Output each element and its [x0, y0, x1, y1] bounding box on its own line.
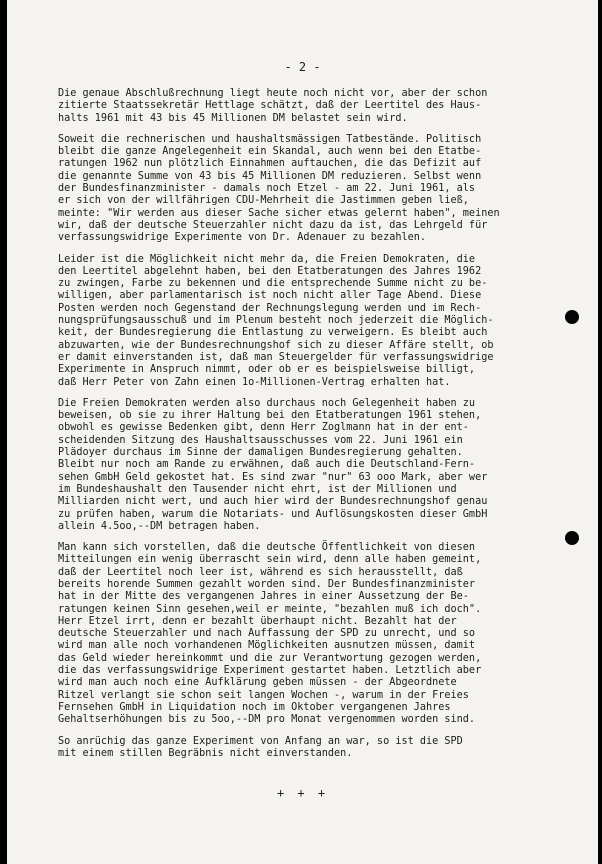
body-text: [58, 88, 564, 769]
text-line: den Leertitel abgelehnt haben, bei den Etatberatungen des Jahres 1962: [58, 265, 482, 277]
text-line: zu zwingen, Farbe zu bekennen und die entsprechende Summe nicht zu be-: [58, 278, 488, 290]
text-line: allein 4.5oo,--DM betragen haben.: [58, 520, 261, 532]
text-line: So anrüchig das ganze Experiment von Anfang an war, so ist die SPD: [58, 735, 463, 747]
text-line: meinte: "Wir werden aus dieser Sache sicher etwas gelernt haben", meinen: [58, 207, 500, 219]
text-line: obwohl es gewisse Bedenken gibt, denn Herr Zoglmann hat in der ent-: [58, 422, 469, 434]
text-line: ratungen 1962 nun plötzlich Einnahmen auftauchen, die das Defizit auf: [58, 158, 482, 170]
text-line: zitierte Staatssekretär Hettlage schätzt, daß der Leertitel des Haus-: [58, 100, 482, 112]
text-line: daß Herr Peter von Zahn einen 1o-Millionen-Vertrag erhalten hat.: [58, 376, 451, 388]
text-line: Ritzel verlangt sie schon seit langen Wochen -, warum in der Freies: [58, 689, 469, 701]
punch-hole: [565, 531, 579, 545]
page-number: - 2 -: [284, 60, 321, 74]
end-mark: + + +: [276, 786, 329, 800]
text-line: nungsprüfungsausschuß und im Plenum besteht noch jederzeit die Möglich-: [58, 315, 494, 327]
document-page: [7, 0, 598, 864]
text-line: bereits horende Summen gezahlt worden sind. Der Bundesfinanzminister: [58, 578, 476, 590]
text-line: er sich von der willfährigen CDU-Mehrheit die Jastimmen geben ließ,: [58, 195, 469, 207]
text-line: Bleibt nur noch am Rande zu erwähnen, daß auch die Deutschland-Fern-: [58, 459, 476, 471]
paragraph: [58, 542, 564, 726]
text-line: Gehaltserhöhungen bis zu 5oo,--DM pro Monat vergenommen worden sind.: [58, 714, 476, 726]
text-line: Soweit die rechnerischen und haushaltsmässigen Tatbestände. Politisch: [58, 133, 482, 145]
paragraph: [58, 398, 564, 533]
text-line: die genannte Summe von 43 bis 45 Millionen DM reduzieren. Selbst wenn: [58, 170, 482, 182]
punch-hole: [565, 310, 579, 324]
text-line: daß der Leertitel noch leer ist, während es sich herausstellt, daß: [58, 566, 463, 578]
text-line: die das verfassungswidrige Experiment gestartet haben. Letztlich aber: [58, 665, 482, 677]
text-line: deutsche Steuerzahler und nach Auffassung der SPD zu unrecht, und so: [58, 628, 476, 640]
text-line: Milliarden nicht wert, und auch hier wird der Bundesrechnungshof genau: [58, 496, 488, 508]
text-line: der Bundesfinanzminister - damals noch Etzel - am 22. Juni 1961, als: [58, 183, 476, 195]
text-line: sehen GmbH Geld gekostet hat. Es sind zwar "nur" 63 ooo Mark, aber wer: [58, 471, 488, 483]
text-line: Herr Etzel irrt, denn er bezahlt überhaupt nicht. Bezahlt hat der: [58, 615, 457, 627]
text-line: zu prüfen haben, warum die Notariats- und Auflösungskosten dieser GmbH: [58, 508, 488, 520]
text-line: Plädoyer durchaus im Sinne der damaligen Bundesregierung gehalten.: [58, 447, 463, 459]
paragraph: [58, 254, 564, 389]
text-line: bleibt die ganze Angelegenheit ein Skandal, auch wenn bei den Etatbe-: [58, 146, 482, 158]
text-line: abzuwarten, wie der Bundesrechnungshof sich zu dieser Affäre stellt, ob: [58, 339, 494, 351]
text-line: Fernsehen GmbH in Liquidation noch im Oktober vergangenen Jahres: [58, 701, 451, 713]
text-line: wird man alle noch vorhandenen Möglichkeiten ausnutzen müssen, damit: [58, 640, 476, 652]
text-line: Mitteilungen ein wenig überrascht sein wird, denn alle haben gemeint,: [58, 554, 482, 566]
text-line: Die genaue Abschlußrechnung liegt heute noch nicht vor, aber der schon: [58, 88, 488, 99]
paragraph: [58, 134, 564, 245]
text-line: scheidenden Sitzung des Haushaltsausschusses vom 22. Juni 1961 ein: [58, 434, 463, 446]
text-line: keit, der Bundesregierung die Entlastung zu verweigern. Es bleibt auch: [58, 327, 488, 339]
paragraph: [58, 736, 564, 761]
text-line: halts 1961 mit 43 bis 45 Millionen DM belastet sein wird.: [58, 112, 408, 124]
text-line: er damit einverstanden ist, daß man Steuergelder für verfassungswidrige: [58, 351, 494, 363]
text-line: Experimente in Anspruch nimmt, oder ob er es beispielsweise billigt,: [58, 364, 476, 376]
text-line: im Bundeshaushalt den Tausender nicht ehrt, ist der Millionen und: [58, 483, 457, 495]
text-line: das Geld wieder hereinkommt und die zur Verantwortung gezogen werden,: [58, 652, 482, 664]
paragraph: [58, 88, 564, 125]
text-line: wird man auch noch eine Aufklärung geben müssen - der Abgeordnete: [58, 677, 457, 689]
text-line: mit einem stillen Begräbnis nicht einverstanden.: [58, 747, 353, 759]
text-line: hat in der Mitte des vergangenen Jahres in einer Aussetzung der Be-: [58, 591, 469, 603]
text-line: Man kann sich vorstellen, daß die deutsche Öffentlichkeit von diesen: [58, 542, 476, 554]
text-line: verfassungswidrige Experimente von Dr. Adenauer zu bezahlen.: [58, 232, 427, 244]
text-line: ratungen keinen Sinn gesehen,weil er meinte, "bezahlen muß ich doch".: [58, 603, 482, 615]
text-line: Posten werden noch Gegenstand der Rechnungslegung werden und im Rech-: [58, 302, 482, 314]
text-line: Leider ist die Möglichkeit nicht mehr da, die Freien Demokraten, die: [58, 253, 476, 265]
text-line: willigen, aber parlamentarisch ist noch nicht aller Tage Abend. Diese: [58, 290, 482, 302]
text-line: Die Freien Demokraten werden also durchaus noch Gelegenheit haben zu: [58, 397, 476, 409]
text-line: wir, daß der deutsche Steuerzahler nicht dazu da ist, das Lehrgeld für: [58, 219, 488, 231]
text-line: beweisen, ob sie zu ihrer Haltung bei den Etatberatungen 1961 stehen,: [58, 410, 482, 422]
